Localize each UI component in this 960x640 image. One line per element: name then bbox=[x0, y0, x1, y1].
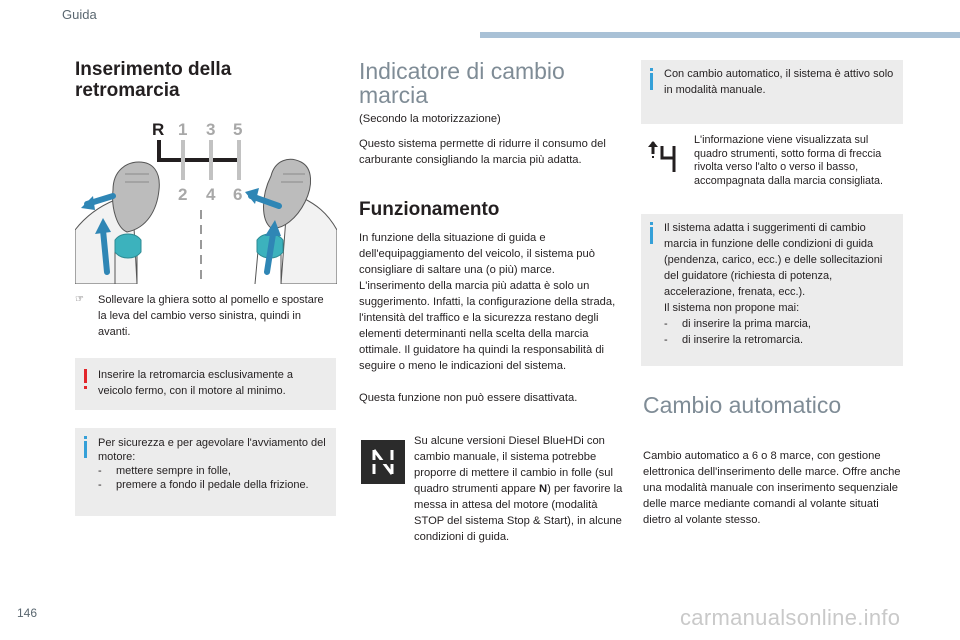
pointer-arrow-icon: ☞ bbox=[75, 294, 84, 305]
operation-title: Funzionamento bbox=[359, 199, 500, 220]
warning-text: Inserire la retromarcia esclusivamente a veicolo fermo, con il motore al minimo. bbox=[98, 369, 294, 397]
shift-indicator-title: Indicatore di cambio marcia bbox=[359, 58, 565, 108]
suggestion-info-box bbox=[641, 214, 903, 366]
list-item: - di inserire la prima marcia, bbox=[664, 318, 811, 330]
suggestion-info-not-proposed: Il sistema non propone mai: bbox=[664, 302, 800, 314]
neutral-letter: N bbox=[539, 483, 548, 495]
page-number: 146 bbox=[17, 606, 38, 620]
watermark: carmanualsonline.info bbox=[680, 605, 901, 630]
list-item: - mettere sempre in folle, bbox=[98, 465, 231, 477]
gear-label-4: 4 bbox=[206, 185, 216, 204]
shift-up-4-icon bbox=[646, 140, 684, 174]
gear-illustration-svg bbox=[75, 112, 337, 284]
operation-text: In funzione della situazione di guida e dell'equipaggiamento del veicolo, il sistema può consigliare di saltare una (o più) marce. L'inserimento della marcia più adatta è solo un suggerimento. Infatti, la configurazione della strada, l'intensità del traffico e la sicurezza restano degli elementi determinanti nella scelta della marcia ottimale. Il guidatore ha quindi la responsabilità di seguire o meno le indicazioni del sistema. bbox=[359, 232, 616, 372]
suggestion-info-text: Il sistema adatta i suggerimenti di cambio marcia in funzione delle condizioni di guida (pendenza, carico, ecc.) e delle sollecitazioni del guidatore (richiesta di potenza, accelerazione, frenata, ecc.). bbox=[664, 222, 883, 298]
left-hand-knob-drawing bbox=[75, 162, 159, 284]
info-icon bbox=[84, 441, 87, 458]
gear-label-r: R bbox=[152, 120, 165, 139]
info-icon bbox=[650, 227, 653, 244]
automatic-info-box bbox=[641, 60, 903, 124]
list-item: - di inserire la retromarcia. bbox=[664, 334, 804, 346]
gear-label-2: 2 bbox=[178, 185, 188, 204]
suggestion-info-content bbox=[664, 220, 896, 348]
right-hand-knob-drawing bbox=[245, 159, 337, 284]
display-text: L'informazione viene visualizzata sul quadro strumenti, sotto forma di freccia rivolta verso l'alto o verso il basso, accompagnata dalla marcia consigliata. bbox=[694, 134, 884, 187]
engine-note: (Secondo la motorizzazione) bbox=[359, 113, 501, 125]
automatic-gearbox-title: Cambio automatico bbox=[643, 392, 842, 418]
header-label: Guida bbox=[62, 7, 97, 22]
safety-info-intro: Per sicurezza e per agevolare l'avviamento del motore: bbox=[98, 437, 326, 463]
gear-illustration bbox=[75, 112, 337, 284]
gear-label-6: 6 bbox=[233, 185, 243, 204]
automatic-info-text: Con cambio automatico, il sistema è attivo solo in modalità manuale. bbox=[664, 68, 894, 96]
operation-note: Questa funzione non può essere disattivata. bbox=[359, 392, 578, 404]
safety-info-box bbox=[75, 428, 336, 516]
list-item: - premere a fondo il pedale della frizione. bbox=[98, 479, 309, 491]
gear-label-3: 3 bbox=[206, 120, 216, 139]
automatic-gearbox-text: Cambio automatico a 6 o 8 marce, con gestione elettronica dell'inserimento delle marce. Offre anche una modalità manuale con inserimento sequenziale delle marce mediante comandi al volante situati dietro al volante stesso. bbox=[643, 450, 901, 526]
instruction-text: Sollevare la ghiera sotto al pomello e spostare la leva del cambio verso sinistra, quindi in avanti. bbox=[98, 294, 324, 338]
shift-indicator-intro: Questo sistema permette di ridurre il consumo del carburante consigliando la marcia più adatta. bbox=[359, 138, 606, 166]
gear-label-1: 1 bbox=[178, 120, 188, 139]
header-bar bbox=[480, 32, 960, 38]
gear-label-5: 5 bbox=[233, 120, 243, 139]
instruction-paragraph bbox=[75, 292, 335, 340]
gear-pattern-lines bbox=[159, 140, 239, 282]
reverse-gear-title: Inserimento della retromarcia bbox=[75, 59, 232, 101]
safety-info-content bbox=[98, 436, 326, 492]
warning-box bbox=[75, 358, 336, 410]
neutral-suggestion-text: Su alcune versioni Diesel BlueHDi con cambio manuale, il sistema potrebbe proporre di mettere il cambio in folle (sul quadro strumenti appare N) per favorire la messa in attesa del motore (modalità STOP del sistema Stop & Start), in alcune condizioni di guida. bbox=[414, 435, 623, 543]
warning-icon bbox=[84, 369, 87, 383]
neutral-n-icon bbox=[361, 440, 405, 484]
info-icon bbox=[650, 73, 653, 90]
